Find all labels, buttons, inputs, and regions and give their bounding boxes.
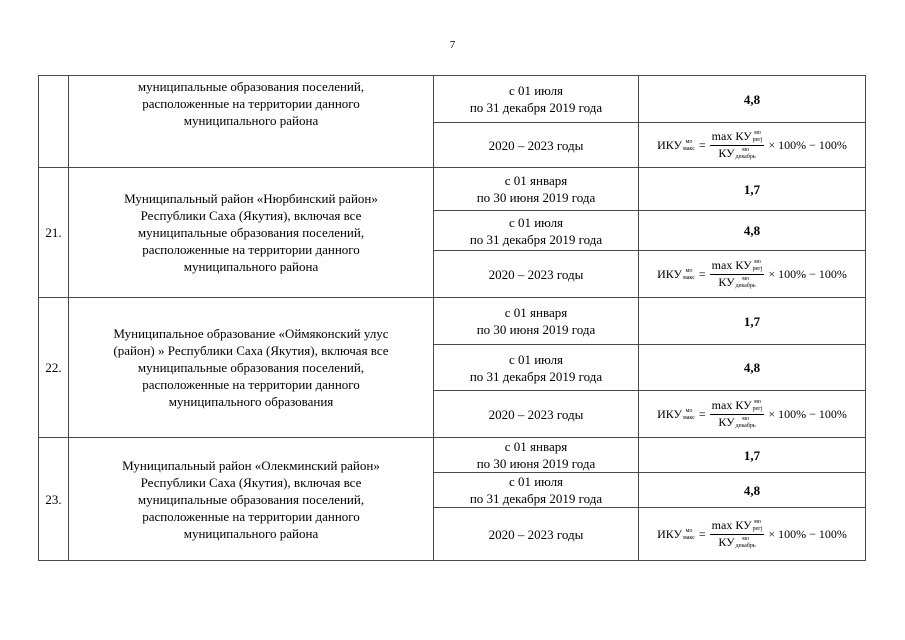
formula-lhs-indices (683, 268, 695, 282)
period-line: 2020 – 2023 годы (488, 137, 584, 153)
formula-den-text: КУ (718, 275, 735, 289)
period-line: по 30 июня 2019 года (476, 190, 596, 205)
formula-den-text: КУ (718, 146, 735, 160)
formula-equals: = (698, 137, 706, 152)
formula-num-sub: регj (752, 405, 763, 412)
index-value-cell: 1,7 (639, 168, 866, 211)
period-cell (434, 211, 639, 251)
period-cell (434, 76, 639, 123)
row-number-cell: 22. (39, 298, 69, 438)
formula-fraction (710, 519, 765, 550)
index-value-cell: 4,8 (639, 345, 866, 391)
period-line: с 01 июля (508, 351, 564, 367)
formula-den-sup: мо (742, 275, 750, 282)
table-row (39, 298, 866, 345)
formula-lhs-sub: макс (683, 414, 695, 421)
period-line: по 30 июня 2019 года (476, 322, 596, 337)
municipality-name-line: Республики Саха (Якутия), включая все (140, 208, 362, 223)
formula-den-text: КУ (718, 415, 735, 429)
formula-fraction (710, 259, 765, 290)
formula-num-indices (753, 259, 763, 273)
formula-equals: = (698, 266, 706, 281)
formula-den-sup: мо (742, 535, 750, 542)
formula-num-sup: мо (754, 518, 761, 525)
tariff-table (38, 75, 866, 561)
formula-tail: × 100% − 100% (768, 137, 847, 152)
period-line: с 01 июля (508, 83, 564, 98)
row-number-cell: 21. (39, 168, 69, 298)
municipality-name-cell (69, 168, 434, 298)
period-line: 2020 – 2023 годы (488, 406, 584, 422)
municipality-name-cell (69, 438, 434, 561)
formula-denominator (718, 146, 755, 161)
period-line: по 30 июня 2019 года (476, 456, 596, 471)
formula-num-sub: регj (752, 265, 763, 272)
formula-num-text: max КУ (711, 518, 752, 532)
table-row (39, 168, 866, 211)
municipality-name-line: муниципальные образования поселений, (137, 360, 365, 375)
municipality-name-line: Муниципальный район «Нюрбинский район» (124, 191, 378, 206)
formula-lhs-text: ИКУ (657, 526, 683, 541)
municipality-name-line: (район) » Республики Саха (Якутия), включая все (113, 343, 389, 358)
formula-den-sup: мо (742, 146, 750, 153)
table-row (39, 438, 866, 473)
municipality-name-line: муниципальные образования поселений, (137, 491, 365, 507)
index-value-cell: 1,7 (639, 438, 866, 473)
formula-num-text: max КУ (711, 258, 752, 272)
formula-den-indices (736, 416, 756, 430)
formula-num-text: max КУ (711, 129, 752, 143)
period-cell (434, 168, 639, 211)
formula-num-indices (753, 130, 763, 144)
formula-equals: = (698, 526, 706, 541)
formula-lhs (657, 266, 695, 283)
municipality-name-line: муниципального района (183, 113, 319, 128)
formula-denominator (718, 535, 755, 550)
period-line: с 01 января (504, 173, 568, 188)
formula-num-sub: регj (752, 136, 763, 143)
period-cell (434, 251, 639, 298)
formula-lhs-sup: мо (685, 267, 693, 274)
iku-formula (657, 399, 847, 430)
formula-numerator (710, 399, 765, 415)
index-value-cell: 4,8 (639, 76, 866, 123)
index-value-cell: 4,8 (639, 211, 866, 251)
municipality-name-line: муниципального образования (168, 394, 334, 409)
formula-numerator (710, 519, 765, 535)
table-body (39, 76, 866, 561)
period-line: с 01 июля (508, 474, 564, 489)
period-cell (434, 123, 639, 168)
formula-numerator (710, 259, 765, 275)
formula-lhs-sub: макс (683, 534, 695, 541)
municipality-name-line: муниципальные образования поселений, (137, 225, 365, 240)
period-line: по 31 декабря 2019 года (469, 100, 603, 115)
iku-formula (657, 519, 847, 550)
formula-equals: = (698, 406, 706, 421)
formula-num-indices (753, 519, 763, 533)
iku-formula (657, 259, 847, 290)
municipality-name-cell (69, 76, 434, 168)
formula-den-indices (736, 536, 756, 550)
formula-lhs-text: ИКУ (657, 137, 683, 152)
formula-lhs-sub: макс (683, 274, 695, 281)
municipality-name-line: муниципального района (183, 259, 319, 274)
formula-den-text: КУ (718, 535, 735, 549)
formula-lhs (657, 137, 695, 154)
formula-den-sub: декабрь (735, 422, 756, 429)
formula-num-sup: мо (754, 258, 761, 265)
formula-den-indices (736, 276, 756, 290)
period-line: с 01 июля (508, 214, 564, 230)
municipality-name-line: Муниципальное образование «Оймяконский улус (113, 326, 389, 341)
formula-lhs-indices (683, 408, 695, 422)
index-formula-cell (639, 123, 866, 168)
formula-lhs (657, 526, 695, 543)
municipality-name-line: муниципального района (183, 525, 319, 541)
period-line: с 01 января (504, 305, 568, 320)
formula-tail: × 100% − 100% (768, 266, 847, 281)
formula-num-sup: мо (754, 129, 761, 136)
period-cell (434, 438, 639, 473)
table-row (39, 76, 866, 123)
period-cell (434, 345, 639, 391)
period-line: 2020 – 2023 годы (488, 266, 584, 282)
formula-num-text: max КУ (711, 398, 752, 412)
period-cell (434, 473, 639, 508)
formula-lhs-sup: мо (685, 527, 693, 534)
period-cell (434, 391, 639, 438)
formula-lhs-sub: макс (683, 145, 695, 152)
municipality-name-line: расположенные на территории данного (142, 242, 360, 257)
formula-num-indices (753, 399, 763, 413)
formula-den-sup: мо (742, 415, 750, 422)
formula-lhs-sup: мо (685, 407, 693, 414)
formula-numerator (710, 130, 765, 146)
formula-fraction (710, 399, 765, 430)
formula-lhs-text: ИКУ (657, 406, 683, 421)
formula-lhs (657, 406, 695, 423)
formula-lhs-indices (683, 139, 695, 153)
formula-denominator (718, 275, 755, 290)
formula-num-sup: мо (754, 398, 761, 405)
index-formula-cell (639, 508, 866, 561)
municipality-name-line: муниципальные образования поселений, (137, 79, 365, 94)
period-cell (434, 508, 639, 561)
index-value-cell: 4,8 (639, 473, 866, 508)
formula-tail: × 100% − 100% (768, 406, 847, 421)
formula-den-sub: декабрь (735, 282, 756, 289)
municipality-name-line: Муниципальный район «Олекминский район» (122, 457, 380, 473)
municipality-name-line: Республики Саха (Якутия), включая все (140, 474, 362, 490)
row-number-cell: 23. (39, 438, 69, 561)
page-number: 7 (449, 39, 456, 51)
formula-lhs-text: ИКУ (657, 266, 683, 281)
formula-den-sub: декабрь (735, 542, 756, 549)
formula-den-sub: декабрь (735, 153, 756, 160)
period-line: по 31 декабря 2019 года (469, 368, 603, 384)
municipality-name-line: расположенные на территории данного (142, 377, 360, 392)
index-formula-cell (639, 391, 866, 438)
period-line: с 01 января (504, 439, 568, 454)
formula-lhs-indices (683, 528, 695, 542)
iku-formula (657, 130, 847, 161)
formula-denominator (718, 415, 755, 430)
formula-den-indices (736, 147, 756, 161)
formula-tail: × 100% − 100% (768, 526, 847, 541)
period-line: по 31 декабря 2019 года (469, 231, 603, 247)
index-formula-cell (639, 251, 866, 298)
formula-num-sub: регj (752, 525, 763, 532)
index-value-cell: 1,7 (639, 298, 866, 345)
municipality-name-cell (69, 298, 434, 438)
period-cell (434, 298, 639, 345)
row-number-cell (39, 76, 69, 168)
formula-lhs-sup: мо (685, 138, 693, 145)
period-line: по 31 декабря 2019 года (469, 491, 603, 506)
period-line: 2020 – 2023 годы (488, 526, 584, 542)
formula-fraction (710, 130, 765, 161)
municipality-name-line: расположенные на территории данного (142, 96, 360, 111)
municipality-name-line: расположенные на территории данного (142, 508, 360, 524)
